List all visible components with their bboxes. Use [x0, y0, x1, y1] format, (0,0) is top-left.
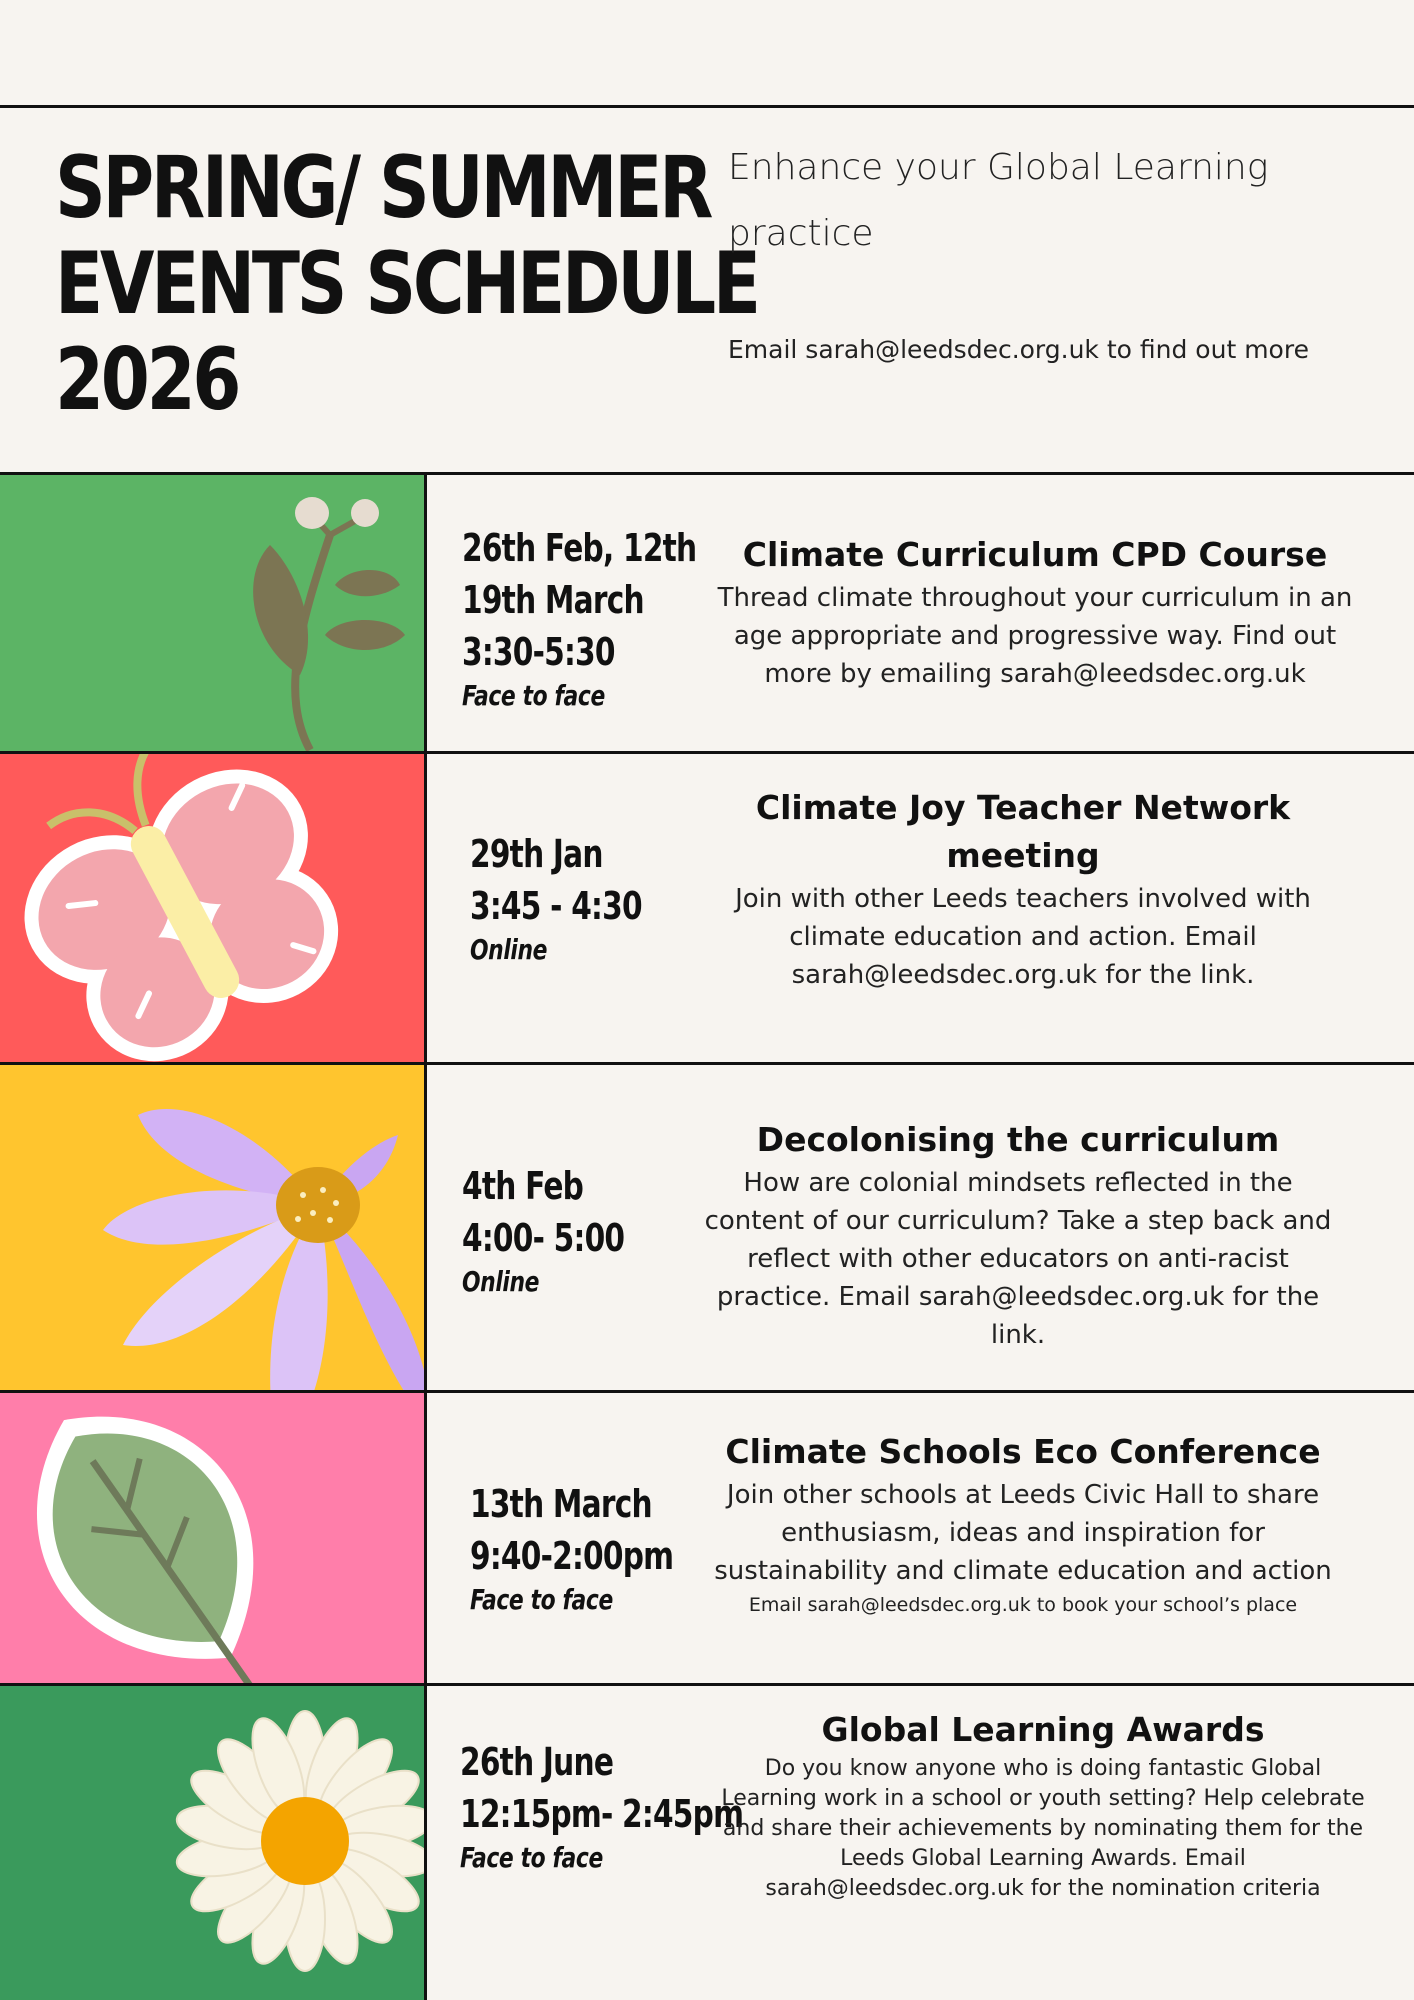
event-description: Join other schools at Leeds Civic Hall to share enthusiasm, ideas and inspiration for sustainability and climate education and action [714, 1480, 1332, 1586]
event-note: Email sarah@leedsdec.org.uk to book your school’s place [748, 1594, 1298, 1616]
event-panel [0, 754, 424, 1062]
event-info [712, 531, 1358, 693]
event-title: Decolonising the curriculum [756, 1120, 1280, 1159]
event-date [460, 1736, 743, 1876]
date-line: 29th Jan [470, 832, 603, 876]
title-line: 2026 [55, 330, 239, 430]
event-panel [0, 1065, 424, 1390]
date-line: 19th March [462, 578, 644, 622]
date-line: 9:40-2:00pm [470, 1534, 674, 1578]
event-description: How are colonial mindsets reflected in the content of our curriculum? Take a step back and reflect with other educators on anti-racist practice. Email sarah@leedsdec.org.uk for the link. [704, 1168, 1332, 1350]
event-title: Climate Schools Eco Conference [725, 1432, 1321, 1471]
event-info [698, 1116, 1338, 1354]
date-line: 3:30-5:30 [462, 630, 615, 674]
date-line: 4th Feb [462, 1164, 584, 1208]
event-panel [0, 475, 424, 751]
plant-sprig-icon [0, 475, 424, 751]
title-line: EVENTS SCHEDULE [55, 234, 758, 334]
event-description: Thread climate throughout your curriculum in an age appropriate and progressive way. Find out more by emailing sarah@leedsdec.org.uk [717, 583, 1353, 689]
event-date [470, 828, 642, 968]
event-mode: Face to face [470, 1583, 613, 1616]
event-title: Climate Joy Teacher Network meeting [755, 788, 1291, 875]
date-line: 26th June [460, 1740, 614, 1784]
event-mode: Online [470, 933, 548, 966]
event-info [718, 1706, 1368, 1904]
contact-text: Email sarah@leedsdec.org.uk to find out more [728, 335, 1309, 364]
divider [0, 105, 1414, 108]
event-title: Global Learning Awards [821, 1710, 1265, 1749]
daisy-icon [0, 1686, 424, 2000]
leaf-icon [0, 1393, 424, 1683]
event-info [700, 784, 1346, 994]
event-date [462, 1160, 624, 1300]
divider [424, 473, 427, 2000]
page-title [55, 138, 758, 430]
butterfly-icon [0, 754, 424, 1062]
event-title: Climate Curriculum CPD Course [742, 535, 1328, 574]
event-description: Join with other Leeds teachers involved with climate education and action. Email sarah@leedsdec.org.uk for the link. [735, 884, 1311, 990]
date-line: 26th Feb, 12th [462, 526, 697, 570]
tagline: Enhance your Global Learning practice [728, 147, 1269, 254]
event-info [700, 1428, 1346, 1620]
event-mode: Face to face [460, 1841, 603, 1874]
title-line: SPRING/ SUMMER [55, 138, 711, 238]
date-line: 12:15pm- 2:45pm [460, 1792, 744, 1836]
event-panel [0, 1393, 424, 1683]
event-mode: Online [462, 1265, 540, 1298]
event-mode: Face to face [462, 679, 605, 712]
event-date [462, 522, 696, 714]
date-line: 4:00- 5:00 [462, 1216, 625, 1260]
purple-flower-icon [0, 1065, 424, 1390]
date-line: 3:45 - 4:30 [470, 884, 642, 928]
date-line: 13th March [470, 1482, 652, 1526]
event-panel [0, 1686, 424, 2000]
event-date [470, 1478, 673, 1618]
event-description: Do you know anyone who is doing fantastic Global Learning work in a school or youth setting? Help celebrate and share their achievements by nominating them for the Leeds Global Learning Awards. Email sarah@leedsdec.org.uk for the nomination criteria [721, 1756, 1365, 1901]
